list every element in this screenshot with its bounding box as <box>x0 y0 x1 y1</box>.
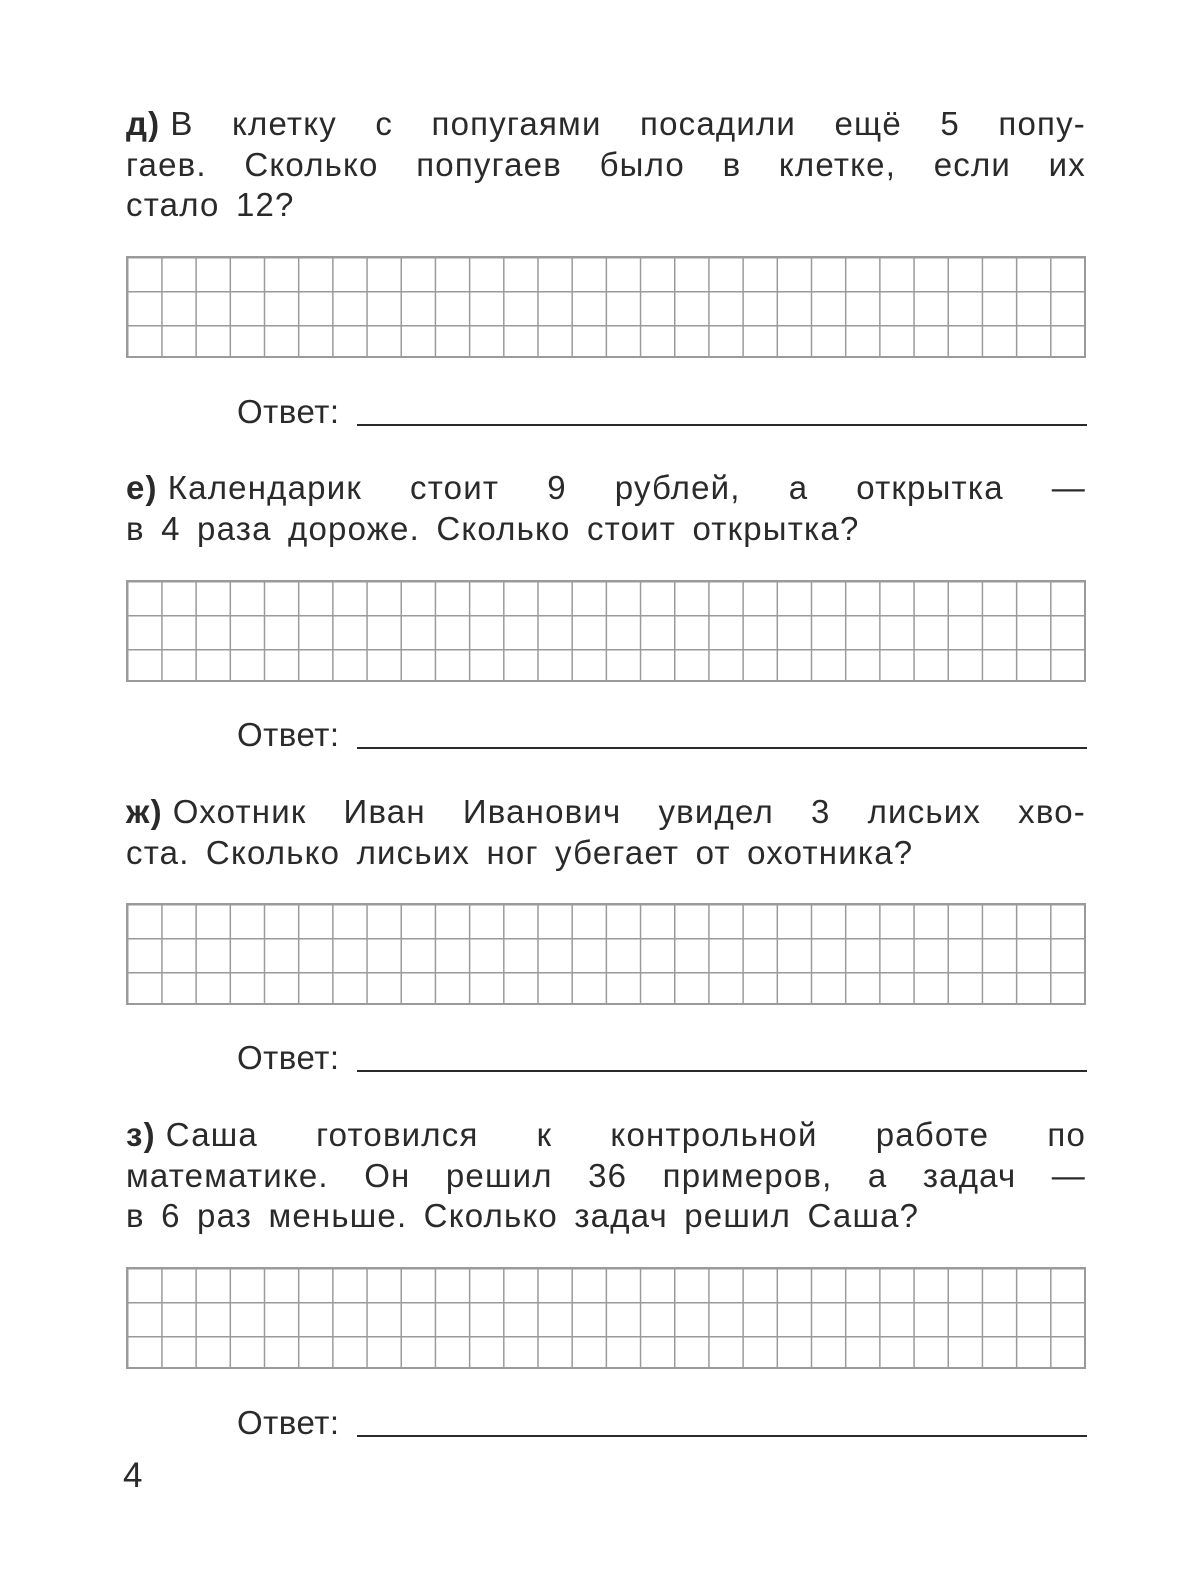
answer-grid[interactable] <box>126 903 1086 1005</box>
answer-grid[interactable] <box>126 580 1086 682</box>
answer-row <box>237 1403 1087 1443</box>
task-text-line: в 4 раза дороже. Сколько стоит открытка? <box>126 509 860 547</box>
answer-label: Ответ: <box>237 716 340 753</box>
task-d <box>126 104 1086 226</box>
task-e <box>126 468 1086 549</box>
task-letter: з) <box>126 1116 156 1153</box>
task-text-line: ж) Охотник Иван Иванович увидел 3 лисьих хво- <box>126 793 1086 830</box>
task-text-line: е) Календарик стоит 9 рублей, а открытка — <box>126 469 1086 506</box>
answer-line[interactable] <box>357 746 1087 749</box>
task-z <box>126 1115 1086 1237</box>
task-text-line: в 6 раз меньше. Сколько задач решил Саша? <box>126 1197 920 1234</box>
answer-line[interactable] <box>357 1434 1087 1437</box>
answer-label: Ответ: <box>237 1039 340 1076</box>
task-text-line: ста. Сколько лисьих ног убегает от охотника? <box>126 833 914 871</box>
answer-line[interactable] <box>357 1069 1087 1072</box>
task-text-line: гаев. Сколько попугаев было в клетке, если их <box>126 145 1086 183</box>
task-text-line: математике. Он решил 36 примеров, а задач — <box>126 1156 1086 1194</box>
answer-label: Ответ: <box>237 1404 340 1441</box>
task-text-line: з) Саша готовился к контрольной работе по <box>126 1116 1086 1153</box>
answer-row <box>237 392 1087 432</box>
task-zh <box>126 792 1086 873</box>
answer-grid[interactable] <box>126 1267 1086 1369</box>
task-letter: д) <box>126 105 161 142</box>
task-letter: ж) <box>126 793 163 830</box>
page-number: 4 <box>123 1456 143 1495</box>
answer-grid[interactable] <box>126 256 1086 358</box>
answer-row <box>237 1038 1087 1078</box>
answer-line[interactable] <box>357 423 1087 426</box>
task-letter: е) <box>126 469 158 506</box>
task-text-line: д) В клетку с попугаями посадили ещё 5 попу- <box>126 105 1086 142</box>
answer-label: Ответ: <box>237 393 340 430</box>
answer-row <box>237 715 1087 755</box>
task-text-line: стало 12? <box>126 186 295 223</box>
